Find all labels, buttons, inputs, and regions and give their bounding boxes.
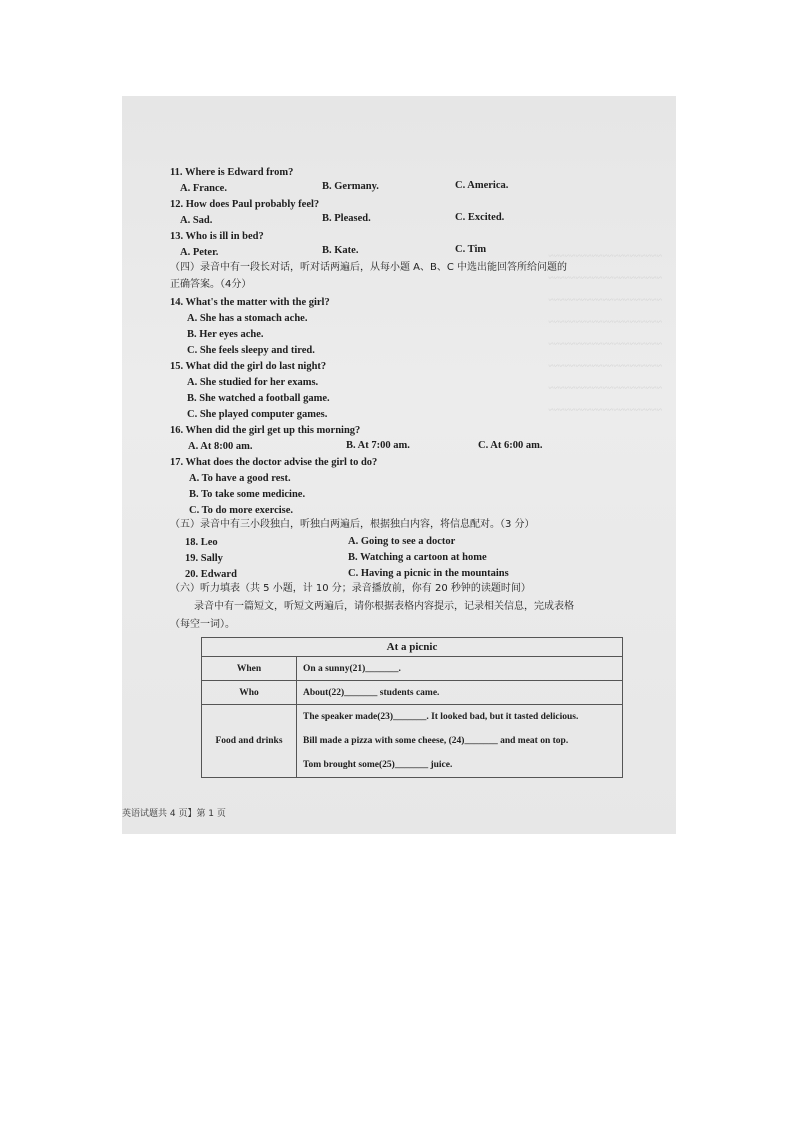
table-row <box>202 657 623 681</box>
question-14: 14. What's the matter with the girl? <box>170 297 330 308</box>
food-line-25: Tom brought some(25)_______ juice. <box>303 760 453 770</box>
match-option-a: A. Going to see a doctor <box>348 536 456 547</box>
table-row <box>202 681 623 705</box>
exam-photo <box>122 96 676 834</box>
when-label: When <box>202 657 297 681</box>
q17-option-b: B. To take some medicine. <box>189 489 306 500</box>
section5-instruction: （五）录音中有三小段独白，听独白两遍后，根据独白内容，将信息配对。（3 分） <box>170 519 535 530</box>
question-11: 11. Where is Edward from? <box>170 167 294 178</box>
q16-option-a: A. At 8:00 am. <box>188 441 253 452</box>
match-option-c: C. Having a picnic in the mountains <box>348 568 509 579</box>
q16-option-b: B. At 7:00 am. <box>346 440 410 451</box>
q11-option-c: C. America. <box>455 180 509 191</box>
question-15: 15. What did the girl do last night? <box>170 361 327 372</box>
q16-option-c: C. At 6:00 am. <box>478 440 543 451</box>
page-footer: 英语试题共 4 页】第 1 页 <box>122 809 226 819</box>
food-label: Food and drinks <box>202 705 297 778</box>
match-item-19: 19. Sally <box>185 553 223 564</box>
match-item-20: 20. Edward <box>185 569 237 580</box>
when-value: On a sunny(21)_______. <box>297 657 623 681</box>
question-12: 12. How does Paul probably feel? <box>170 199 320 210</box>
food-line-24: Bill made a pizza with some cheese, (24)_______ and meat on top. <box>303 736 569 746</box>
q14-option-a: A. She has a stomach ache. <box>187 313 308 324</box>
who-value: About(22)_______ students came. <box>297 681 623 705</box>
q12-option-b: B. Pleased. <box>322 213 371 224</box>
bleed-through-text: ~~~~~~~~~~~~~~~~~~~~~ ~~~~~~~~~~~~~~~~~~~~~ ~~~~~~~~~~~~~~~~~~~~~ ~~~~~~~~~~~~~~~~~~~~~ ~~~~~~~~~~~~~~~~~~~~~ ~~~~~~~~~~~~~~~~~~~~~ ~~~~~~~~~~~~~~~~~~~~~ ~~~~~~~~~~~~~~~~~~~~~ <box>548 251 662 416</box>
match-item-18: 18. Leo <box>185 537 218 548</box>
q17-option-a: A. To have a good rest. <box>189 473 291 484</box>
section4-instruction-cont: 正确答案。（4分） <box>170 279 252 290</box>
q13-option-b: B. Kate. <box>322 245 359 256</box>
food-values <box>297 705 623 778</box>
q12-option-a: A. Sad. <box>180 215 213 226</box>
q13-option-a: A. Peter. <box>180 247 219 258</box>
q11-option-b: B. Germany. <box>322 181 379 192</box>
section6-instruction-2: 录音中有一篇短文，听短文两遍后，请你根据表格内容提示，记录相关信息，完成表格 <box>194 601 574 612</box>
food-line-23: The speaker made(23)_______. It looked bad, but it tasted delicious. <box>303 712 579 722</box>
question-16: 16. When did the girl get up this morning? <box>170 425 361 436</box>
q12-option-c: C. Excited. <box>455 212 505 223</box>
question-13: 13. Who is ill in bed? <box>170 231 264 242</box>
q14-option-c: C. She feels sleepy and tired. <box>187 345 315 356</box>
q14-option-b: B. Her eyes ache. <box>187 329 264 340</box>
table-title: At a picnic <box>202 638 623 657</box>
q15-option-a: A. She studied for her exams. <box>187 377 319 388</box>
q17-option-c: C. To do more exercise. <box>189 505 294 516</box>
question-17: 17. What does the doctor advise the girl to do? <box>170 457 378 468</box>
who-label: Who <box>202 681 297 705</box>
q15-option-b: B. She watched a football game. <box>187 393 330 404</box>
section6-instruction: （六）听力填表（共 5 小题，计 10 分；录音播放前，你有 20 秒钟的读题时间） <box>170 583 531 594</box>
section6-instruction-3: （每空一词）。 <box>170 619 235 630</box>
table-row <box>202 705 623 778</box>
q15-option-c: C. She played computer games. <box>187 409 328 420</box>
picnic-table <box>201 637 623 778</box>
q11-option-a: A. France. <box>180 183 227 194</box>
match-option-b: B. Watching a cartoon at home <box>348 552 487 563</box>
q13-option-c: C. Tim <box>455 244 487 255</box>
section4-instruction: （四）录音中有一段长对话，听对话两遍后，从每小题 A、B、C 中选出能回答所给问题的 <box>170 262 568 273</box>
